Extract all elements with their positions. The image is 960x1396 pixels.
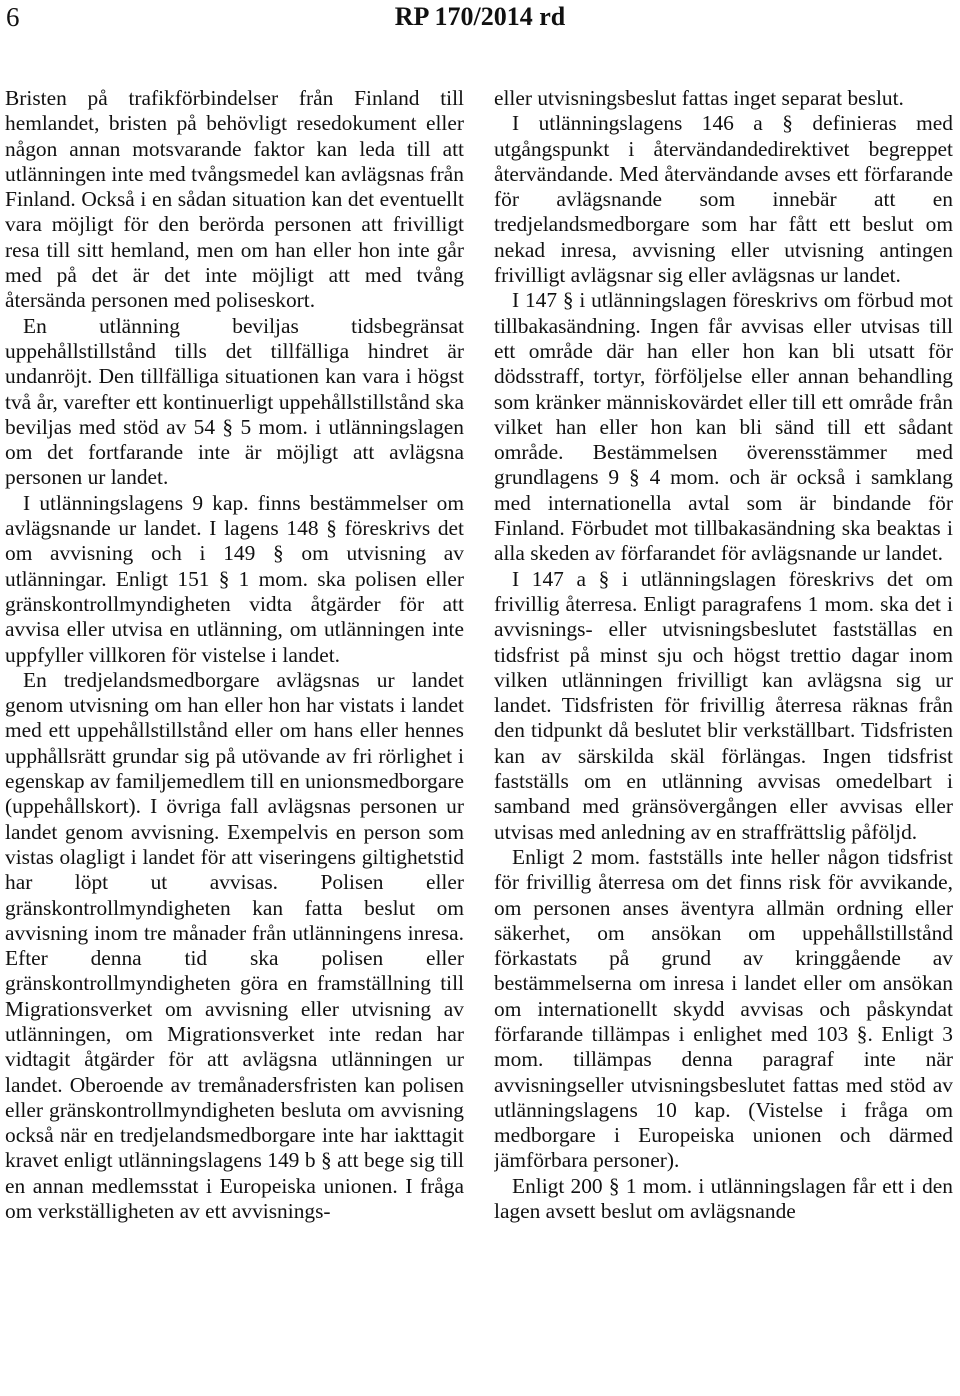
page-number: 6 <box>6 2 20 32</box>
paragraph: I 147 § i utlänningslagen föreskrivs om förbud mot tillbakasändning. Ingen får avvisas eller utvisas till ett område där han eller hon kan bli utsatt för dödsstraff, tortyr, förföljelse eller annan behandling som kränker människovärdet eller till ett område från vilket han eller hon kan bli sänd till ett sådant område. Bestämmelsen överensstämmer med grundlagens 9 § 4 mom. och är också i samklang med internationella avtal som är bindande för Finland. Förbudet mot tillbakasändning ska beaktas i alla skeden av förfarandet för avlägsnande ur landet. <box>494 288 953 566</box>
paragraph: eller utvisningsbeslut fattas inget separat beslut. <box>494 86 904 110</box>
left-text-column <box>5 86 464 1396</box>
right-text-column <box>494 86 953 1396</box>
paragraph: En tredjelandsmedborgare avlägsnas ur landet genom utvisning om han eller hon har vistats i landet med ett uppehållstillstånd eller om hans eller hennes upphållsrätt grundar sig på utövande av fri rörlighet i egenskap av familjemedlem till en unionsmedborgare (uppehållskort). I övriga fall avlägsnas personen ur landet genom avvisning. Exempelvis en person som vistas olagligt i landet för att viseringens giltighetstid har löpt ut avvisas. Polisen eller gränskontrollmyndigheten kan fatta beslut om avvisning inom tre månader från utlänningens inresa. Efter denna tid ska polisen eller gränskontrollmyndigheten göra en framställning till Migrationsverket om avvisning eller utvisning av utlänningen, om Migrationsverket inte redan har vidtagit åtgärder för att avlägsna utlänningen ur landet. Oberoende av tremånadersfristen kan polisen eller gränskontrollmyndigheten besluta om avvisning också när en tredjelandsmedborgare inte har iakttagit kravet enligt utlänningslagens 149 b § att bege sig till en annan medlemsstat i Europeiska unionen. I fråga om verkställigheten av ett avvisnings- <box>5 667 464 1224</box>
paragraph: Enligt 200 § 1 mom. i utlänningslagen får ett i den lagen avsett beslut om avlägsnande <box>494 1173 953 1224</box>
document-id: RP 170/2014 rd <box>394 2 566 31</box>
paragraph: Bristen på trafikförbindelser från Finland till hemlandet, bristen på behövligt resedokument eller någon annan motsvarande faktor kan leda till att utlänningen inte med tvångsmedel kan avlägsnas från Finland. Också i en sådan situation kan det eventuellt vara möjligt för den berörda personen att frivilligt resa till sitt hemland, men om han eller hon inte går med på det är det inte möjligt att med tvång återsända personen med poliseskort. <box>5 86 464 313</box>
paragraph: Enligt 2 mom. fastställs inte heller någon tidsfrist för frivillig återresa om det finns risk för avvikande, om personen anses äventyra allmän ordning eller säkerhet, om ansökan om uppehållstillstånd förkastats på grund av kringgående av bestämmelserna om inresa i landet eller om ansökan om internationellt skydd avvisas och påskyndat förfarande tillämpas i enlighet med 103 §. Enligt 3 mom. tillämpas denna paragraf inte när avvisningseller utvisningsbeslutet fattas med stöd av utlänningslagens 10 kap. (Vistelse i fråga om medborgare i Europeiska unionen och därmed jämförbara personer). <box>494 844 953 1173</box>
paragraph: En utlänning beviljas tidsbegränsat uppehållstillstånd tills det tillfälliga hindret är undanröjt. Den tillfälliga situationen kan vara i högst två år, varefter ett kontinuerligt uppehållstillstånd ska beviljas med stöd av 54 § 5 mom. i utlänningslagen om det fortfarande inte är möjligt att avlägsna personen ur landet. <box>5 313 464 490</box>
paragraph: I utlänningslagens 9 kap. finns bestämmelser om avlägsnande ur landet. I lagens 148 § föreskrivs det om avvisning och i 149 § om utvisning av utlänningar. Enligt 151 § 1 mom. ska polisen eller gränskontrollmyndigheten vidta åtgärder för att avvisa eller utvisa en utlänning, om utlänningen inte uppfyller villkoren för vistelse i landet. <box>5 490 464 667</box>
paragraph: I utlänningslagens 146 a § definieras med utgångspunkt i återvändandedirektivet begreppet återvändande. Med återvändande avses ett förfarande för avlägsnande som innebär att en tredjelandsmedborgare som har fått ett beslut om nekad inresa, avvisning eller utvisning antingen frivilligt avlägsnar sig eller avlägsnas ur landet. <box>494 111 953 288</box>
paragraph: I 147 a § i utlänningslagen föreskrivs det om frivillig återresa. Enligt paragrafens 1 mom. ska det i avvisnings- eller utvisningsbeslutet fastställas en tidsfrist på minst sju och högst trettio dagar inom vilken utlänningen frivilligt kan avlägsna sig ur landet. Tidsfristen för frivillig återresa räknas från den tidpunkt då beslutet blir verkställbart. Tidsfristen kan av särskilda skäl förlängas. Ingen tidsfrist fastställs om en utlänning avvisas omedelbart i samband med gränsövergången eller avvisas eller utvisas med anledning av en straffrättslig påföljd. <box>494 566 953 844</box>
